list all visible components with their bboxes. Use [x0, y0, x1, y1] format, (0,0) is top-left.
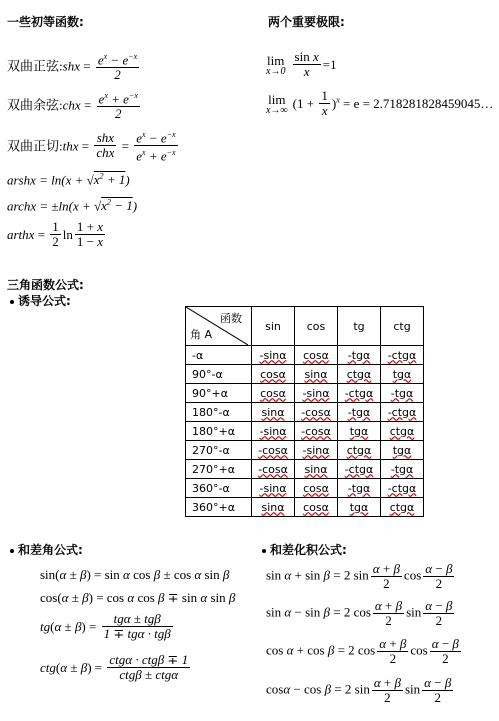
table-row — [186, 498, 424, 517]
sin-cell: -cosα — [258, 462, 288, 476]
sin-cell: sinα — [261, 405, 285, 419]
ctg-cell: -ctgα — [387, 481, 417, 495]
formula-sin-minus-sin: sin α − sin β = 2 cos $\frac{\alpha + \beta}{2}$ sin $\frac{\alpha - \beta}{2}$ — [266, 598, 453, 628]
header-cos: cos — [295, 307, 338, 346]
tanh-label: 双曲正切 — [7, 139, 60, 155]
angle-cell: 90°+α — [186, 384, 252, 403]
cos-cell: -cosα — [301, 405, 331, 419]
formula-cosh: 双曲余弦:chx = $\frac{e^x + e^{-x}}{2}$ — [7, 91, 138, 122]
tg-cell: -tgα — [347, 481, 371, 495]
angle-cell: 270°+α — [186, 460, 252, 479]
angle-cell: 360°+α — [186, 498, 252, 517]
bullet-icon — [10, 300, 14, 304]
sin-cell: sinα — [261, 500, 285, 514]
heading-elementary-functions: 一些初等函数: — [7, 15, 84, 29]
ctg-cell: -ctgα — [387, 348, 417, 362]
tg-cell: tgα — [349, 500, 369, 514]
ctg-cell: -tgα — [390, 386, 414, 400]
formula-cos-minus-cos: cosα − cos β = 2 sin $\frac{\alpha + \beta}{2}$ sin $\frac{\alpha - \beta}{2}$ — [266, 675, 452, 705]
angle-cell: 90°-α — [186, 365, 252, 384]
ctg-cell: -ctgα — [387, 405, 417, 419]
table-row — [186, 422, 424, 441]
ctg-cell: ctgα — [389, 500, 415, 514]
table-header-row — [186, 307, 424, 346]
heading-important-limits: 两个重要极限: — [268, 15, 345, 29]
tg-cell: ctgα — [346, 443, 372, 457]
header-sin: sin — [252, 307, 295, 346]
corner-top-label: 函数 — [220, 312, 242, 325]
angle-cell: 360°-α — [186, 479, 252, 498]
cos-cell: -sinα — [302, 443, 330, 457]
formula-arsinh: arshx = $\ln(x + √x^2 + 1)$ — [7, 172, 130, 188]
formula-ctg-sum: ctg(α ± β) = $\frac{\text{ctgα · ctgβ ∓ 1}}{\text{ctgβ ± ctgα}}$ — [40, 652, 189, 682]
heading-induction: 诱导公式: — [10, 292, 71, 309]
formula-sinh: 双曲正弦:shx = $\frac{e^x - e^{-x}}{2}$ — [7, 52, 138, 83]
cos-cell: sinα — [304, 367, 328, 381]
tg-cell: -ctgα — [344, 462, 374, 476]
angle-cell: 270°-α — [186, 441, 252, 460]
ctg-cell: ctgα — [389, 424, 415, 438]
angle-cell: -α — [186, 346, 252, 365]
table-row — [186, 346, 424, 365]
table-row — [186, 384, 424, 403]
cos-cell: -sinα — [302, 386, 330, 400]
table-row — [186, 403, 424, 422]
bullet-icon — [10, 549, 14, 553]
ctg-cell: -tgα — [390, 462, 414, 476]
sin-cell: -cosα — [258, 443, 288, 457]
table-row — [186, 365, 424, 384]
ctg-cell: tgα — [392, 367, 412, 381]
limit-e: lim x→∞ (1 + $\frac{1}{x}$ )$^x$ = e = 2.718281828459045… — [266, 88, 494, 118]
sin-cell: -sinα — [259, 424, 287, 438]
tg-cell: -tgα — [347, 405, 371, 419]
formula-artanh: arthx = $\frac{1}{2}$ ln $\frac{1 + x}{1 - x}$ — [7, 219, 104, 249]
formula-tg-sum: tg(α ± β) = $\frac{\text{tgα ± tgβ}}{\text{1 ∓ tgα · tgβ}}$ — [40, 611, 171, 641]
limit-sinx-over-x: lim x→0 $\frac{\text{sin x}}{x}$ =1 — [266, 49, 337, 79]
angle-cell: 180°-α — [186, 403, 252, 422]
heading-sum-difference: 和差角公式: — [10, 541, 83, 558]
formula-arcosh: archx = $\pm\ln(x + √x^2 - 1)$ — [7, 198, 138, 214]
angle-cell: 180°+α — [186, 422, 252, 441]
sinh-label: 双曲正弦 — [7, 59, 60, 75]
corner-cell — [186, 307, 252, 346]
cos-cell: sinα — [304, 462, 328, 476]
table-row — [186, 460, 424, 479]
sin-cell: cosα — [260, 386, 286, 400]
formula-cos-sum: cos(α ± β) = cos α cos β ∓ sin α sin β — [40, 590, 236, 605]
tg-cell: -ctgα — [344, 386, 374, 400]
cos-cell: -cosα — [301, 424, 331, 438]
sin-cell: -sinα — [259, 481, 287, 495]
heading-trig-formulas: 三角函数公式: — [7, 278, 84, 292]
e-value: = e = 2.718281828459045… — [343, 96, 494, 111]
formula-cos-plus-cos: cos α + cos β = 2 cos $\frac{\alpha + \beta}{2}$ cos $\frac{\alpha - \beta}{2}$ — [266, 636, 459, 666]
formula-sin-plus-sin: sin α + sin β = 2 sin $\frac{\alpha + \beta}{2}$ cos $\frac{\alpha - \beta}{2}$ — [266, 561, 453, 591]
bullet-icon — [262, 549, 266, 553]
header-tg: tg — [338, 307, 381, 346]
cos-cell: cosα — [303, 500, 329, 514]
sin-cell: -sinα — [259, 348, 287, 362]
induction-table — [185, 306, 424, 517]
cosh-label: 双曲余弦 — [7, 98, 60, 114]
formula-sin-sum: sin(α ± β) = sin α cos β ± cos α sin β — [40, 567, 230, 582]
cos-cell: cosα — [303, 481, 329, 495]
table-row — [186, 479, 424, 498]
tg-cell: ctgα — [346, 367, 372, 381]
table-row — [186, 441, 424, 460]
sin-cell: cosα — [260, 367, 286, 381]
formula-tanh: 双曲正切:thx = $\frac{\text{shx}}{\text{chx}}$ = $\frac{e^x - e^{-x}}{e^x + e^{-x}}$ — [7, 130, 176, 164]
tg-cell: tgα — [349, 424, 369, 438]
header-ctg: ctg — [381, 307, 424, 346]
cos-cell: cosα — [303, 348, 329, 362]
corner-bottom-label: 角 A — [190, 328, 213, 341]
tg-cell: -tgα — [347, 348, 371, 362]
heading-sum-to-product: 和差化积公式: — [262, 541, 347, 558]
ctg-cell: tgα — [392, 443, 412, 457]
